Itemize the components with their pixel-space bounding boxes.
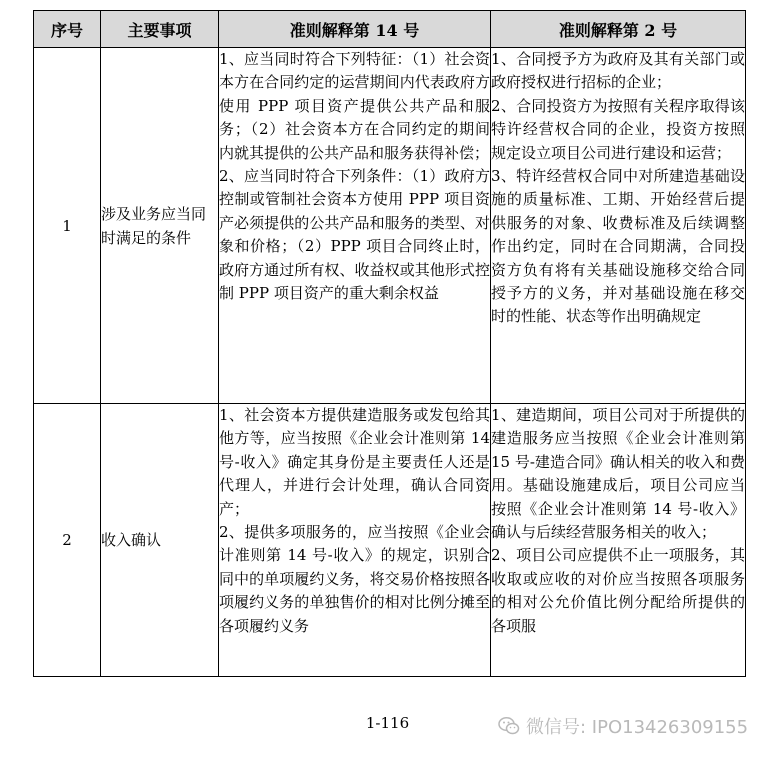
paragraph: 2、应当同时符合下列条件：（1）政府方控制或管制社会资本方使用 PPP 项目资产必须提供的公共产品和服务的类型、对象和价格；（2）PPP 项目合同终止时，政府方通过所有权、收益权或其他形式控制 PPP 项目资产的重大剩余权益 — [219, 167, 490, 303]
interpretation-14-cell — [219, 404, 491, 677]
table-row — [34, 48, 746, 404]
table-row — [34, 404, 746, 677]
paragraph: 2、提供多项服务的，应当按照《企业会计准则第 14 号-收入》的规定，识别合同中的单项履约义务，将交易价格按照各项履约义务的单独售价的相对比例分摊至各项履约义务 — [219, 523, 490, 635]
paragraph: 1、应当同时符合下列特征：（1）社会资本方在合同约定的运营期间内代表政府方使用 PPP 项目资产提供公共产品和服务；（2）社会资本方在合同约定的期间内就其提供的公共产品和服务获得补偿； — [219, 50, 490, 162]
row-number: 2 — [34, 404, 101, 677]
watermark-text: 微信号: IPO13426309155 — [526, 717, 749, 738]
row-item: 收入确认 — [101, 404, 219, 677]
paragraph: 2、项目公司应提供不止一项服务，其收取或应收的对价应当按照各项服务的相对公允价值比例分配给所提供的各项服 — [491, 546, 745, 635]
clipped-content — [491, 404, 745, 670]
interpretation-2-cell — [491, 48, 746, 404]
paragraph: 1、合同授予方为政府及其有关部门或政府授权进行招标的企业； — [491, 50, 745, 92]
watermark — [498, 713, 748, 739]
comparison-table — [33, 10, 746, 677]
interpretation-2-cell — [491, 404, 746, 677]
header-main-item: 主要事项 — [101, 11, 219, 48]
interpretation-14-cell — [219, 48, 491, 404]
page-number: 1-116 — [365, 714, 410, 732]
paragraph: 1、社会资本方提供建造服务或发包给其他方等，应当按照《企业会计准则第 14 号-收入》确定其身份是主要责任人还是代理人，并进行会计处理，确认合同资产； — [219, 406, 490, 518]
paragraph: 1、建造期间，项目公司对于所提供的建造服务应当按照《企业会计准则第 15 号-建造合同》确认相关的收入和费用。基础设施建成后，项目公司应当按照《企业会计准则第 14 号-收入》确认与后续经营服务相关的收入； — [491, 406, 745, 542]
row-number: 1 — [34, 48, 101, 404]
paragraph: 3、特许经营权合同中对所建造基础设施的质量标准、工期、开始经营后提供服务的对象、收费标准及后续调整作出约定，同时在合同期满，合同投资方负有将有关基础设施移交给合同授予方的义务，并对基础设施在移交时的性能、状态等作出明确规定 — [491, 167, 745, 326]
wechat-icon — [498, 716, 520, 736]
header-seq: 序号 — [34, 11, 101, 48]
header-interpretation-14: 准则解释第 14 号 — [219, 11, 491, 48]
header-interpretation-2: 准则解释第 2 号 — [491, 11, 746, 48]
header-row — [34, 11, 746, 48]
paragraph: 2、合同投资方为按照有关程序取得该特许经营权合同的企业，投资方按照规定设立项目公司进行建设和运营； — [491, 96, 745, 162]
row-item: 涉及业务应当同时满足的条件 — [101, 48, 219, 404]
